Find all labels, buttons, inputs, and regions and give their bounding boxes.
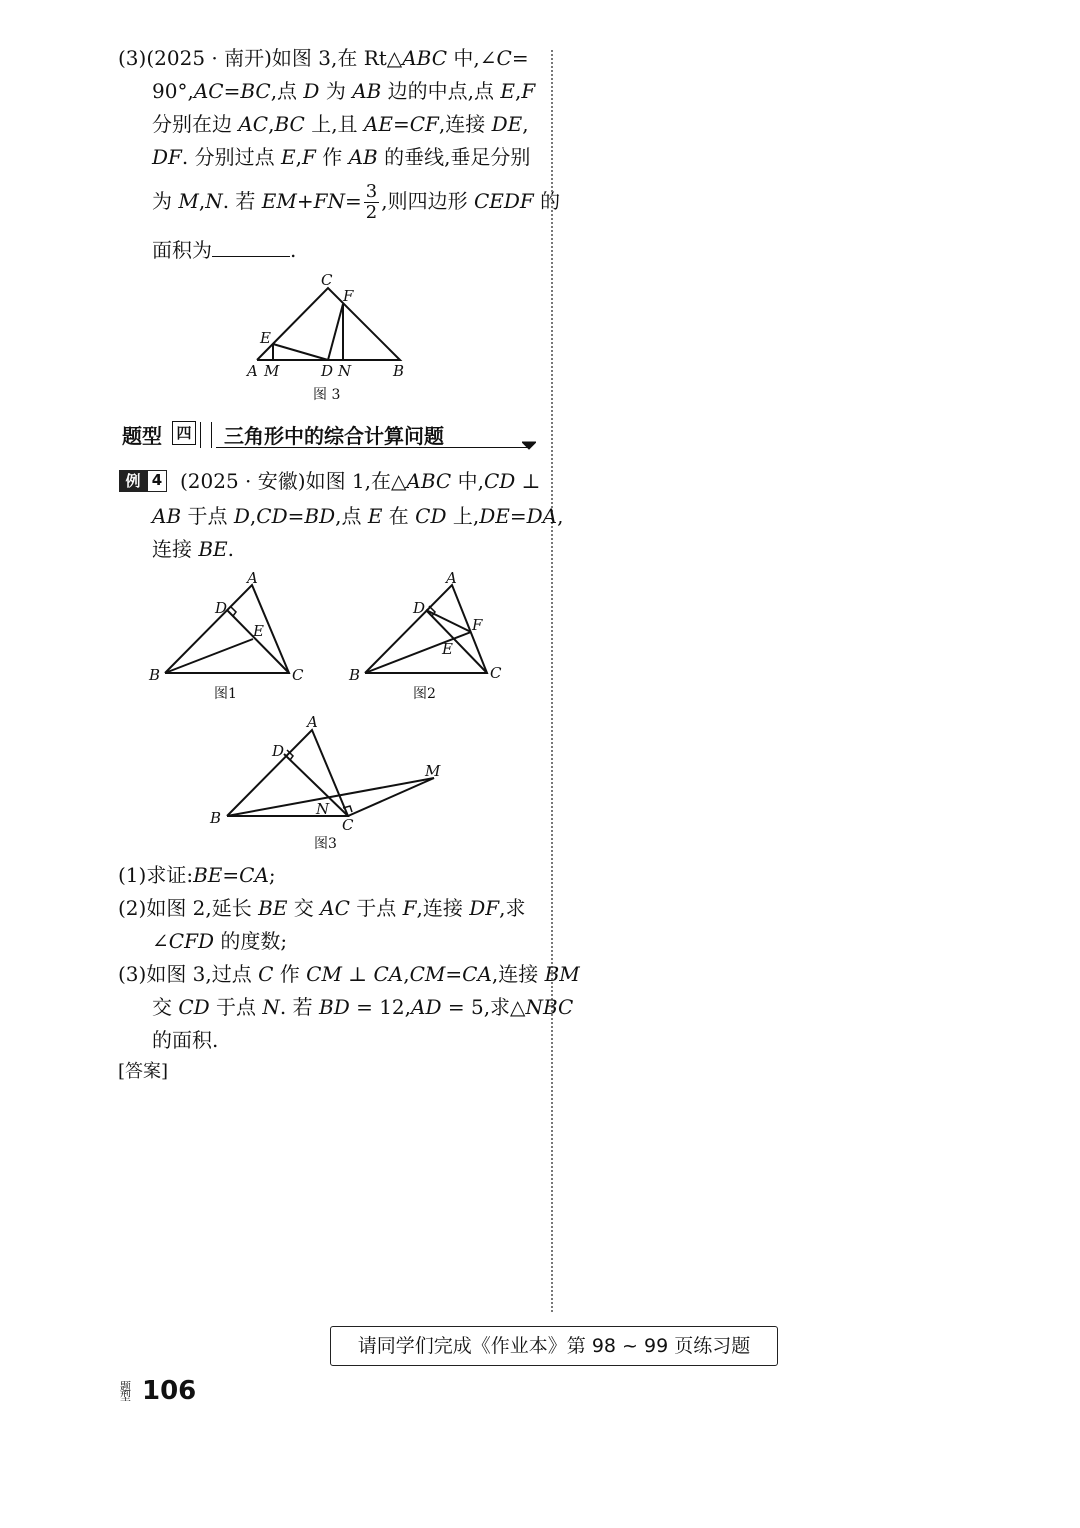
- figure-caption: 图 3: [313, 387, 341, 403]
- label-d: D: [413, 599, 426, 617]
- figure-caption: 图1: [214, 686, 237, 702]
- page-number: 106: [142, 1376, 197, 1406]
- fraction-numerator: 3: [365, 181, 378, 202]
- problem3-line-1: (3)(2025 · 南开)如图 3,在 Rt△ABC 中,∠C=: [118, 46, 529, 70]
- segment-ed: [273, 344, 328, 360]
- segment-fd: [328, 304, 343, 360]
- label-f: F: [472, 616, 483, 634]
- figure-caption: 图3: [314, 836, 337, 852]
- question-2-line-2: ∠CFD 的度数;: [152, 929, 288, 953]
- label-a: A: [307, 713, 318, 731]
- question-1: (1)求证:BE=CA;: [118, 863, 276, 887]
- example-badge-label: 例: [119, 470, 147, 492]
- side-mark: 题型: [120, 1380, 131, 1403]
- triangle-abc: [257, 288, 400, 360]
- answer-label: [答案]: [118, 1061, 169, 1082]
- example4-figure-3: [200, 708, 460, 856]
- section-number: 四: [172, 421, 196, 445]
- example4-line-3: 连接 BE.: [152, 537, 235, 561]
- example4-line-1: (2025 · 安徽)如图 1,在△ABC 中,CD ⊥: [180, 469, 541, 493]
- example4-line-2: AB 于点 D,CD=BD,点 E 在 CD 上,DE=DA,: [152, 504, 564, 528]
- label-a: A: [247, 362, 258, 380]
- label-c: C: [490, 664, 502, 682]
- example-badge-number: 4: [147, 470, 167, 492]
- label-b: B: [149, 666, 161, 684]
- label-d: D: [215, 599, 228, 617]
- example-badge: [119, 470, 167, 492]
- label-a: A: [247, 569, 258, 587]
- question-3-line-2: 交 CD 于点 N. 若 BD = 12,AD = 5,求△NBC: [152, 995, 574, 1019]
- label-m: M: [264, 362, 280, 380]
- label-c: C: [292, 666, 304, 684]
- label-e: E: [442, 640, 453, 658]
- question-2-line-1: (2)如图 2,延长 BE 交 AC 于点 F,连接 DF,求: [118, 896, 526, 920]
- segment-be: [165, 639, 253, 673]
- section-header: [120, 416, 532, 450]
- problem3-line-5: 为 M,N. 若 EM+FN= $\frac{3}{2}$ ,则四边形 CEDF 的: [152, 181, 561, 223]
- section-title: 三角形中的综合计算问题: [224, 424, 444, 448]
- label-b: B: [349, 666, 361, 684]
- section-rule: [216, 447, 530, 448]
- problem3-line-4: DF. 分别过点 E,F 作 AB 的垂线,垂足分别: [152, 145, 531, 169]
- label-n: N: [338, 362, 352, 380]
- segment-cd: [227, 610, 289, 673]
- homework-notice: 请同学们完成《作业本》第 98 ~ 99 页练习题: [330, 1326, 778, 1366]
- label-b: B: [210, 809, 222, 827]
- section-label: 题型: [122, 424, 162, 448]
- segment-bf: [365, 632, 471, 673]
- label-a: A: [446, 569, 457, 587]
- label-f: F: [343, 287, 354, 305]
- label-m: M: [425, 762, 441, 780]
- problem3-figure: [240, 266, 420, 406]
- example4-figure-2: [340, 566, 520, 706]
- section-divider-bars: [200, 422, 212, 448]
- question-3-line-3: 的面积.: [152, 1028, 219, 1052]
- label-e: E: [260, 329, 271, 347]
- arrow-icon: [522, 440, 536, 450]
- question-3-line-1: (3)如图 3,过点 C 作 CM ⊥ CA,CM=CA,连接 BM: [118, 962, 580, 986]
- triangle-abc: [227, 730, 348, 816]
- label-b: B: [393, 362, 405, 380]
- answer-blank[interactable]: [212, 238, 290, 257]
- figure-caption: 图2: [413, 686, 436, 702]
- label-e: E: [253, 622, 264, 640]
- label-c: C: [321, 271, 333, 289]
- problem3-line-2: 90°,AC=BC,点 D 为 AB 边的中点,点 E,F: [152, 79, 536, 103]
- segment-cm: [348, 778, 434, 816]
- label-n: N: [316, 800, 330, 818]
- label-d: D: [272, 742, 285, 760]
- column-divider: [551, 50, 553, 1312]
- triangle-abc: [365, 585, 487, 673]
- fraction-three-halves: [364, 182, 379, 223]
- example4-figure-1: [140, 566, 320, 706]
- label-c: C: [342, 816, 354, 834]
- fraction-denominator: 2: [365, 202, 378, 223]
- problem3-line-6: 面积为 .: [152, 238, 297, 262]
- problem3-line-3: 分别在边 AC,BC 上,且 AE=CF,连接 DE,: [152, 112, 529, 136]
- label-d: D: [321, 362, 334, 380]
